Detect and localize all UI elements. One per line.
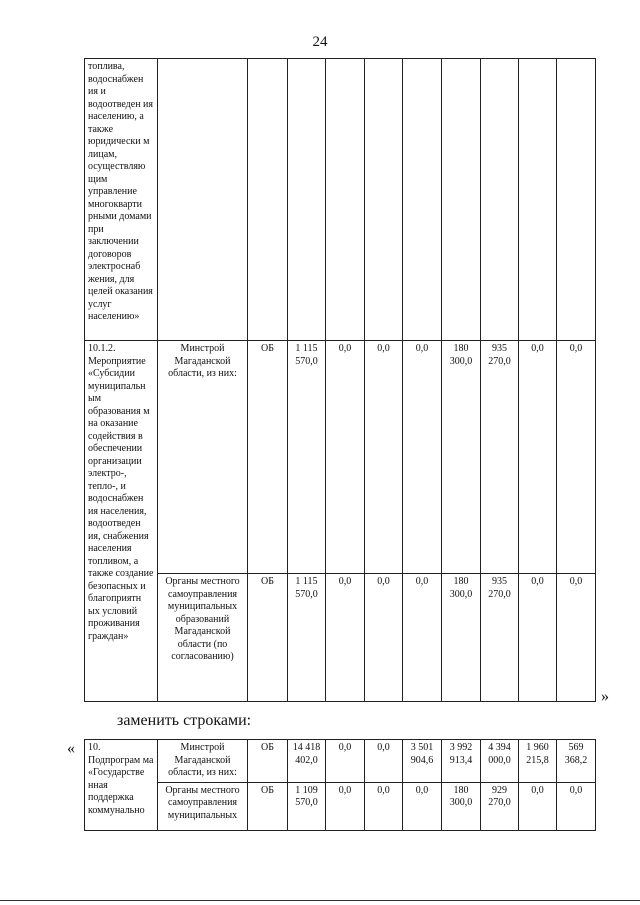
value-cell: 1 115 570,0 <box>288 341 326 574</box>
value-cell: 0,0 <box>365 782 403 830</box>
value-cell: 0,0 <box>557 574 596 702</box>
value-cell: 0,0 <box>557 782 596 830</box>
value-cell: 569 368,2 <box>557 740 596 783</box>
page-number: 24 <box>312 34 328 50</box>
budget-table-old <box>84 58 596 702</box>
table-row <box>85 740 596 783</box>
value-cell: 0,0 <box>403 574 442 702</box>
source-cell: ОБ <box>248 782 288 830</box>
source-cell: ОБ <box>248 341 288 574</box>
value-cell: 0,0 <box>557 341 596 574</box>
table-row <box>85 59 596 341</box>
value-cell: 0,0 <box>519 782 557 830</box>
value-cell: 180 300,0 <box>442 574 481 702</box>
value-cell: 1 960 215,8 <box>519 740 557 783</box>
page-bottom-rule <box>0 900 640 901</box>
value-cell: 0,0 <box>326 740 365 783</box>
replace-heading: заменить строками: <box>117 712 252 729</box>
budget-table-new <box>84 739 596 831</box>
value-cell: 0,0 <box>326 341 365 574</box>
table-row <box>85 782 596 830</box>
table-row <box>85 574 596 702</box>
executor-cell: Минстрой Магаданской области, из них: <box>158 341 248 574</box>
value-cell: 0,0 <box>326 574 365 702</box>
executor-cell: Органы местного самоуправления муниципальных образований Магаданской области (по согласованию) <box>158 574 248 702</box>
value-cell: 4 394 000,0 <box>481 740 519 783</box>
value-cell: 0,0 <box>519 341 557 574</box>
executor-cell: Минстрой Магаданской области, из них: <box>158 740 248 783</box>
value-cell: 935 270,0 <box>481 341 519 574</box>
value-cell: 180 300,0 <box>442 782 481 830</box>
value-cell: 0,0 <box>326 782 365 830</box>
program-name-cell: 10. Подпрограм ма «Государстве нная поддержка коммунально <box>85 740 158 831</box>
opening-quote: « <box>67 740 75 757</box>
closing-quote: » <box>601 688 609 705</box>
value-cell: 935 270,0 <box>481 574 519 702</box>
value-cell: 1 109 570,0 <box>288 782 326 830</box>
program-name-cell: топлива, водоснабжен ия и водоотведен ия населению, а также юридически м лицам, осуществляю щим управление многокварти рными домами при заключении договоров электроснаб жения, для целей оказания услуг населению» <box>85 59 158 341</box>
source-cell: ОБ <box>248 574 288 702</box>
value-cell: 180 300,0 <box>442 341 481 574</box>
value-cell: 1 115 570,0 <box>288 574 326 702</box>
value-cell: 0,0 <box>403 782 442 830</box>
value-cell: 3 501 904,6 <box>403 740 442 783</box>
executor-cell: Органы местного самоуправления муниципальных <box>158 782 248 830</box>
table-row <box>85 341 596 574</box>
value-cell: 0,0 <box>365 740 403 783</box>
source-cell: ОБ <box>248 740 288 783</box>
value-cell: 0,0 <box>403 341 442 574</box>
value-cell: 0,0 <box>365 574 403 702</box>
value-cell: 14 418 402,0 <box>288 740 326 783</box>
value-cell: 0,0 <box>519 574 557 702</box>
program-name-cell: 10.1.2. Мероприятие «Субсидии муниципальн ым образования м на оказание содействия в обеспечении организации электро-, тепло-, и водоснабжен ия населения, водоотведен ия, снабжения населения топливом, а также создание безопасных и благоприятн ых условий проживания граждан» <box>85 341 158 702</box>
value-cell: 0,0 <box>365 341 403 574</box>
value-cell: 3 992 913,4 <box>442 740 481 783</box>
value-cell: 929 270,0 <box>481 782 519 830</box>
